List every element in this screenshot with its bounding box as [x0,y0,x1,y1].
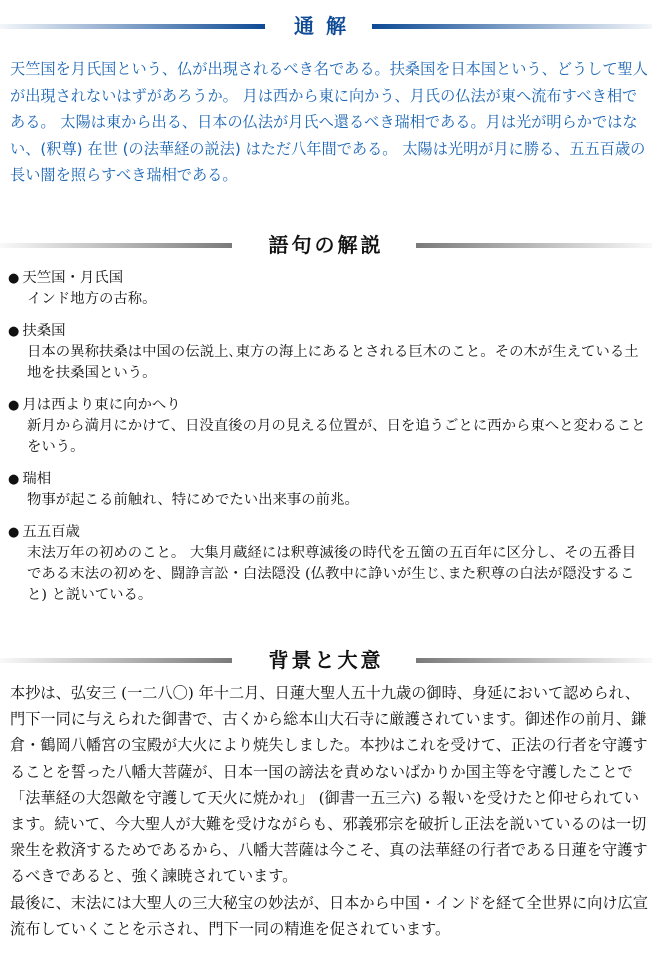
section-header-tsuge [0,10,652,42]
bullet-icon: ● [8,271,20,286]
glossary-definition: 日本の異称扶桑は中国の伝説上､東方の海上にあるとされる巨木のこと。その木が生えている土地を扶桑国という。 [27,344,639,381]
section-title: 背景と大意 [268,648,384,672]
glossary-list [8,268,648,617]
section-header-haikei [0,644,652,676]
glossary-term-label: 瑞相 [22,471,52,487]
glossary-term-label: 扶桑国 [22,323,66,339]
section-title: 通解 [294,14,358,38]
glossary-term [8,268,648,289]
glossary-item [8,522,648,606]
glossary-definition: 新月から満月にかけて、日没直後の月の見える位置が、日を追うごとに西から東へと変わることをいう。 [27,418,646,455]
bullet-icon: ● [8,398,20,413]
glossary-term [8,469,648,490]
glossary-term [8,395,648,416]
bullet-icon: ● [8,525,20,540]
glossary-definition: インド地方の古称。 [27,291,157,307]
glossary-definition: 末法万年の初めのこと。 大集月蔵経には釈尊滅後の時代を五箇の五百年に区分し、その五番目である末法の初めを、闘諍言訟・白法隠没 (仏教中に諍いが生じ､また釈尊の白法が隠没すること) と説いている。 [27,545,636,603]
glossary-term-label: 月は西より東に向かへり [22,397,181,413]
haikei-text: 本抄は、弘安三 (一二八〇) 年十二月、日蓮大聖人五十九歳の御時、身延において認められ、門下一同に与えられた御書で、古くから総本山大石寺に厳護されています。御述作の前月、鎌倉・鶴岡八幡宮の宝殿が大火により焼失しました。本抄はこれを受けて、正法の行者を守護することを誓った八幡大菩薩が、日本一国の謗法を責めないばかりか国主等を守護したことで「法華経の大怨敵を守護して天火に焼かれ」 (御書一五三六) る報いを受けたと仰せられています。続いて、今大聖人が大難を受けながらも、邪義邪宗を破折し正法を説いているのは一切衆生を救済するためであるから、八幡大菩薩は今こそ、真の法華経の行者である日蓮を守護するべきであると、強く諫暁されています。 最後に、末法には大聖人の三大秘宝の妙法が、日本から中国・インドを経て全世界に向け広宣流布していくことを示され、門下一同の精進を促されています。 [10,684,648,938]
section-header-goku [0,229,652,261]
glossary-term-label: 天竺国・月氏国 [22,270,124,286]
tsuge-text: 天竺国を月氏国という、仏が出現されるべき名である。扶桑国を日本国という、どうして聖人が出現されないはずがあろうか。 月は西から東に向かう、月氏の仏法が東へ流布すべき相である。 太陽は東から出る、日本の仏法が月氏へ還るべき瑞相である。月は光が明らかではない、(釈尊) 在世 (の法華経の説法) はただ八年間である。 太陽は光明が月に勝る、五五百歳の長い闇を照らすべき瑞相である。 [10,60,648,185]
glossary-definition: 物事が起こる前触れ、特にめでたい出来事の前兆。 [27,492,359,508]
glossary-item [8,321,648,384]
glossary-item [8,395,648,458]
bullet-icon: ● [8,324,20,339]
glossary-item [8,268,648,310]
glossary-item [8,469,648,511]
glossary-term [8,522,648,543]
bullet-icon: ● [8,472,20,487]
glossary-term [8,321,648,342]
glossary-term-label: 五五百歳 [22,524,80,540]
section-title: 語句の解説 [268,233,384,257]
